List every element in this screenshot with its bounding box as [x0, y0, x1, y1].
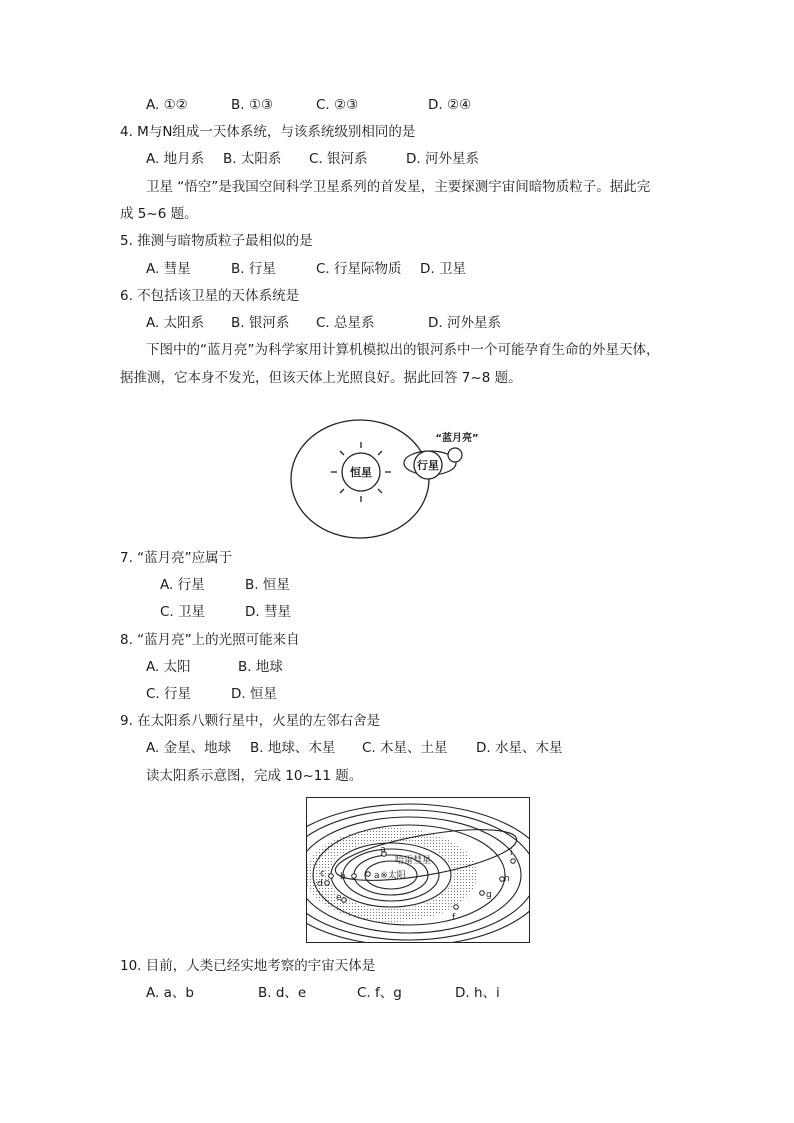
q8-option-c: C. 行星: [146, 686, 192, 702]
q6-stem: 6. 不包括该卫星的天体系统是: [120, 288, 300, 304]
planet-label-i: i: [510, 848, 513, 858]
blue-moon-figure: [285, 410, 495, 542]
q4-stem: 4. M与N组成一天体系统，与该系统级别相同的是: [120, 124, 416, 140]
q4-option-b: B. 太阳系: [223, 151, 282, 167]
q3-option-a: A. ①②: [146, 97, 188, 113]
passage-wukong-line2: 成 5~6 题。: [120, 206, 198, 222]
planet-label-h: h: [504, 874, 510, 884]
passage-wukong-line1: 卫星 “悟空”是我国空间科学卫星系列的首发星，主要探测宇宙间暗物质粒子。据此完: [146, 179, 651, 195]
sun-label: ※太阳: [380, 871, 406, 881]
planet-marker-f: [454, 905, 459, 910]
planet-label-g: g: [486, 890, 492, 900]
q5-option-a: A. 彗星: [146, 261, 191, 277]
halley-marker-label: a: [380, 845, 386, 855]
q10-option-a: A. a、b: [146, 985, 194, 1001]
q9-option-d: D. 水星、木星: [476, 740, 563, 756]
planet-marker-e: [329, 874, 334, 879]
q10-option-d: D. h、i: [455, 985, 500, 1001]
planet-label-a: a: [374, 871, 380, 881]
q8-option-a: A. 太阳: [146, 659, 191, 675]
q9-option-c: C. 木星、土星: [362, 740, 448, 756]
q6-option-d: D. 河外星系: [428, 315, 501, 331]
q7-option-d: D. 彗星: [245, 604, 291, 620]
planet-label-d: d: [317, 879, 323, 889]
q10-option-c: C. f、g: [357, 985, 402, 1001]
q7-option-a: A. 行星: [160, 577, 205, 593]
blue-moon-body: [448, 448, 462, 462]
q8-stem: 8. “蓝月亮”上的光照可能来自: [120, 632, 300, 648]
q10-stem: 10. 目前，人类已经实地考察的宇宙天体是: [120, 958, 376, 974]
q5-option-d: D. 卫星: [420, 261, 466, 277]
q6-option-a: A. 太阳系: [146, 315, 205, 331]
q8-option-b: B. 地球: [238, 659, 283, 675]
passage-blue-moon-line1: 下图中的“蓝月亮”为科学家用计算机模拟出的银河系中一个可能孕育生命的外星天体，: [146, 342, 660, 358]
passage-solar-line1: 读太阳系示意图，完成 10~11 题。: [146, 768, 363, 784]
planet-label-b: b: [340, 872, 346, 882]
q5-option-c: C. 行星际物质: [316, 261, 402, 277]
q7-option-c: C. 卫星: [160, 604, 206, 620]
planet-label-f: f: [452, 913, 456, 923]
q3-option-c: C. ②③: [316, 97, 359, 113]
planet-marker-b: [352, 874, 357, 879]
q8-option-d: D. 恒星: [231, 686, 277, 702]
q10-option-b: B. d、e: [258, 985, 307, 1001]
solar-system-figure: [306, 797, 530, 943]
q5-stem: 5. 推测与暗物质粒子最相似的是: [120, 233, 313, 249]
q4-option-d: D. 河外星系: [406, 151, 479, 167]
star-label: 恒星: [350, 466, 372, 479]
q3-option-d: D. ②④: [428, 97, 472, 113]
q6-option-b: B. 银河系: [231, 315, 290, 331]
q4-option-a: A. 地月系: [146, 151, 205, 167]
halley-comet-label: 哈雷彗星: [394, 856, 432, 866]
blue-moon-label: “蓝月亮”: [435, 433, 479, 444]
q6-option-c: C. 总星系: [316, 315, 375, 331]
q7-stem: 7. “蓝月亮”应属于: [120, 550, 233, 566]
q5-option-b: B. 行星: [231, 261, 276, 277]
q9-option-b: B. 地球、木星: [250, 740, 336, 756]
planet-label-c: c: [320, 869, 325, 879]
planet-marker-a: [366, 872, 371, 877]
q9-option-a: A. 金星、地球: [146, 740, 232, 756]
passage-blue-moon-line2: 据推测，它本身不发光，但该天体上光照良好。据此回答 7~8 题。: [120, 370, 522, 386]
q3-option-b: B. ①③: [231, 97, 274, 113]
planet-orbit: [291, 420, 429, 538]
planet-label: 行星: [417, 459, 439, 472]
planet-marker-c: [342, 898, 347, 903]
planet-label-e: e: [336, 893, 342, 903]
planet-marker-i: [511, 859, 516, 864]
planet-marker-g: [480, 891, 485, 896]
q9-stem: 9. 在太阳系八颗行星中，火星的左邻右舍是: [120, 713, 381, 729]
planet-marker-d: [325, 881, 330, 886]
q7-option-b: B. 恒星: [245, 577, 290, 593]
q4-option-c: C. 银河系: [309, 151, 368, 167]
